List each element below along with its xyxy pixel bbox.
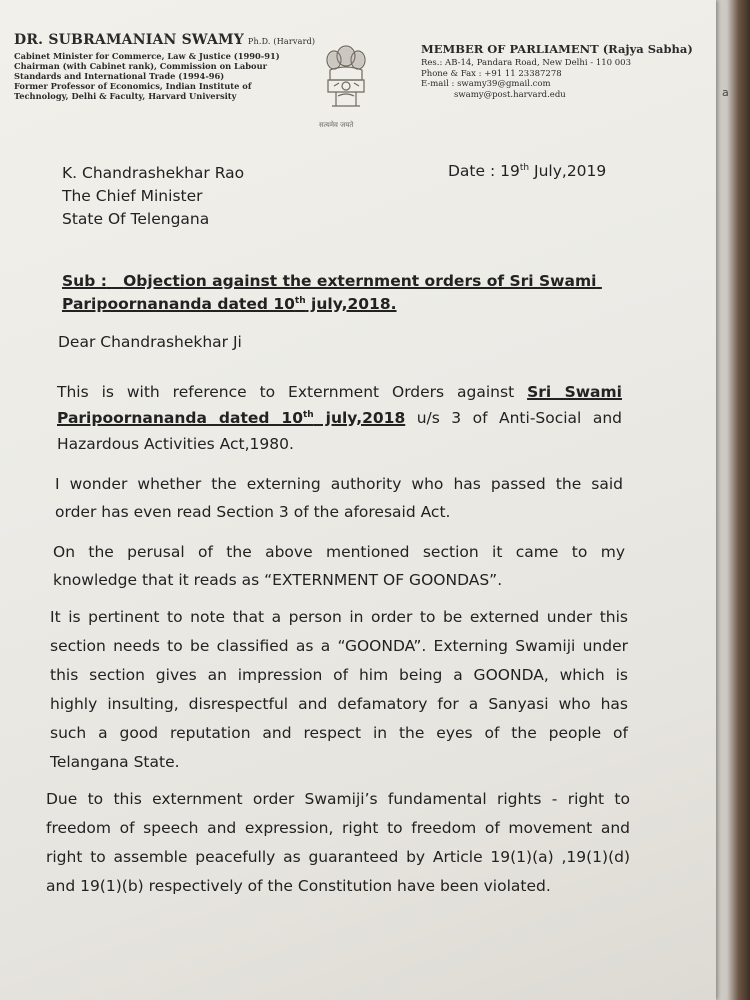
para5-line: freedom of speech and expression, right to freedom of movement and: [46, 819, 630, 837]
adjacent-page-edge: [712, 0, 750, 1000]
contact-phone: Phone & Fax : +91 11 23387278: [421, 68, 562, 79]
paragraph-goonda: [50, 603, 628, 777]
paragraph-section-question: [55, 470, 623, 526]
para1-line-2: [57, 405, 622, 431]
edge-mark: a: [722, 86, 729, 99]
date-sup: th: [519, 162, 530, 173]
letter-date: [448, 162, 606, 180]
subject-label: Sub :: [62, 272, 107, 290]
para1-bold: Sri Swami: [527, 383, 622, 401]
para1-bold-2a: Paripoornananda dated 10: [57, 409, 303, 427]
subject-line-2: [62, 293, 602, 316]
recipient-line: K. Chandrashekhar Rao: [62, 164, 245, 182]
para4-line: highly insulting, disrespectful and defamatory for a Sanyasi who has: [50, 695, 628, 713]
credential-line: Cabinet Minister for Commerce, Law & Justice (1990-91): [14, 51, 280, 61]
para5-line: right to assemble peacefully as guaranteed by Article 19(1)(a) ,19(1)(d): [46, 848, 630, 866]
para1-line-3: Hazardous Activities Act,1980.: [57, 435, 294, 453]
credential-line: Former Professor of Economics, Indian Institute of: [14, 81, 252, 91]
paragraph-fundamental-rights: [46, 785, 630, 901]
credential-line: Technology, Delhi & Faculty, Harvard University: [14, 91, 237, 101]
para1-sup: th: [302, 409, 314, 420]
date-suffix: July,2019: [529, 162, 607, 180]
contact-address: Res.: AB-14, Pandara Road, New Delhi - 110 003: [421, 58, 631, 68]
letterhead-degree: Ph.D. (Harvard): [247, 37, 316, 46]
contact-email: E-mail : swamy39@gmail.com: [421, 79, 551, 89]
recipient-line: The Chief Minister: [62, 187, 203, 205]
letterhead-office-title: MEMBER OF PARLIAMENT (Rajya Sabha): [421, 42, 693, 56]
contact-email-alt: swamy@post.harvard.edu: [454, 89, 566, 100]
para4-line: such a good reputation and respect in the eyes of the people of: [50, 724, 628, 742]
para4-line: section needs to be classified as a “GOONDA”. Externing Swamiji under: [50, 637, 628, 655]
para5-line: Due to this externment order Swamiji’s fundamental rights - right to: [46, 790, 630, 808]
para1-text-2: u/s 3 of Anti-Social and: [405, 409, 622, 427]
para1-text: This is with reference to Externment Orders against: [57, 383, 528, 401]
subject-text-2b: july,2018.: [305, 295, 397, 313]
state-emblem-icon: [316, 34, 376, 134]
subject-line-1: [62, 270, 602, 293]
credential-line: Chairman (with Cabinet rank), Commission on Labour: [14, 61, 267, 71]
recipient-line: State Of Telengana: [62, 210, 210, 228]
para3-line: On the perusal of the above mentioned section it came to my: [53, 543, 625, 561]
letterhead-contact: [421, 58, 701, 100]
paragraph-perusal: [53, 538, 625, 594]
letterhead-name-text: DR. SUBRAMANIAN SWAMY: [14, 32, 244, 48]
subject-text-2a: Paripoornananda dated 10: [62, 295, 295, 313]
letterhead-name: [14, 32, 315, 48]
subject-line: [62, 270, 602, 316]
para1-bold-2b: july,2018: [313, 409, 406, 427]
para5-line: and 19(1)(b) respectively of the Constitution have been violated.: [46, 877, 551, 895]
credential-line: Standards and International Trade (1994-96): [14, 71, 225, 81]
salutation: Dear Chandrashekhar Ji: [58, 333, 242, 351]
paragraph-reference: [57, 379, 622, 457]
para4-line: It is pertinent to note that a person in order to be externed under this: [50, 608, 628, 626]
para2-line: I wonder whether the externing authority who has passed the said: [55, 475, 623, 493]
emblem-caption: सत्यमेव जयते: [319, 121, 354, 129]
para4-line: Telangana State.: [50, 753, 180, 771]
para4-line: this section gives an impression of him being a GOONDA, which is: [50, 666, 628, 684]
recipient-address: [62, 162, 244, 231]
date-prefix: Date : 19: [448, 162, 520, 180]
para1-line-1: [57, 379, 622, 405]
letterhead-credentials: [14, 51, 284, 101]
subject-sup: th: [294, 295, 306, 306]
para3-line: knowledge that it reads as “EXTERNMENT OF GOONDAS”.: [53, 571, 503, 589]
para2-line: order has even read Section 3 of the aforesaid Act.: [55, 503, 451, 521]
subject-text-1: Objection against the externment orders of Sri Swami: [123, 272, 597, 290]
para1-bold-2: [57, 409, 405, 427]
